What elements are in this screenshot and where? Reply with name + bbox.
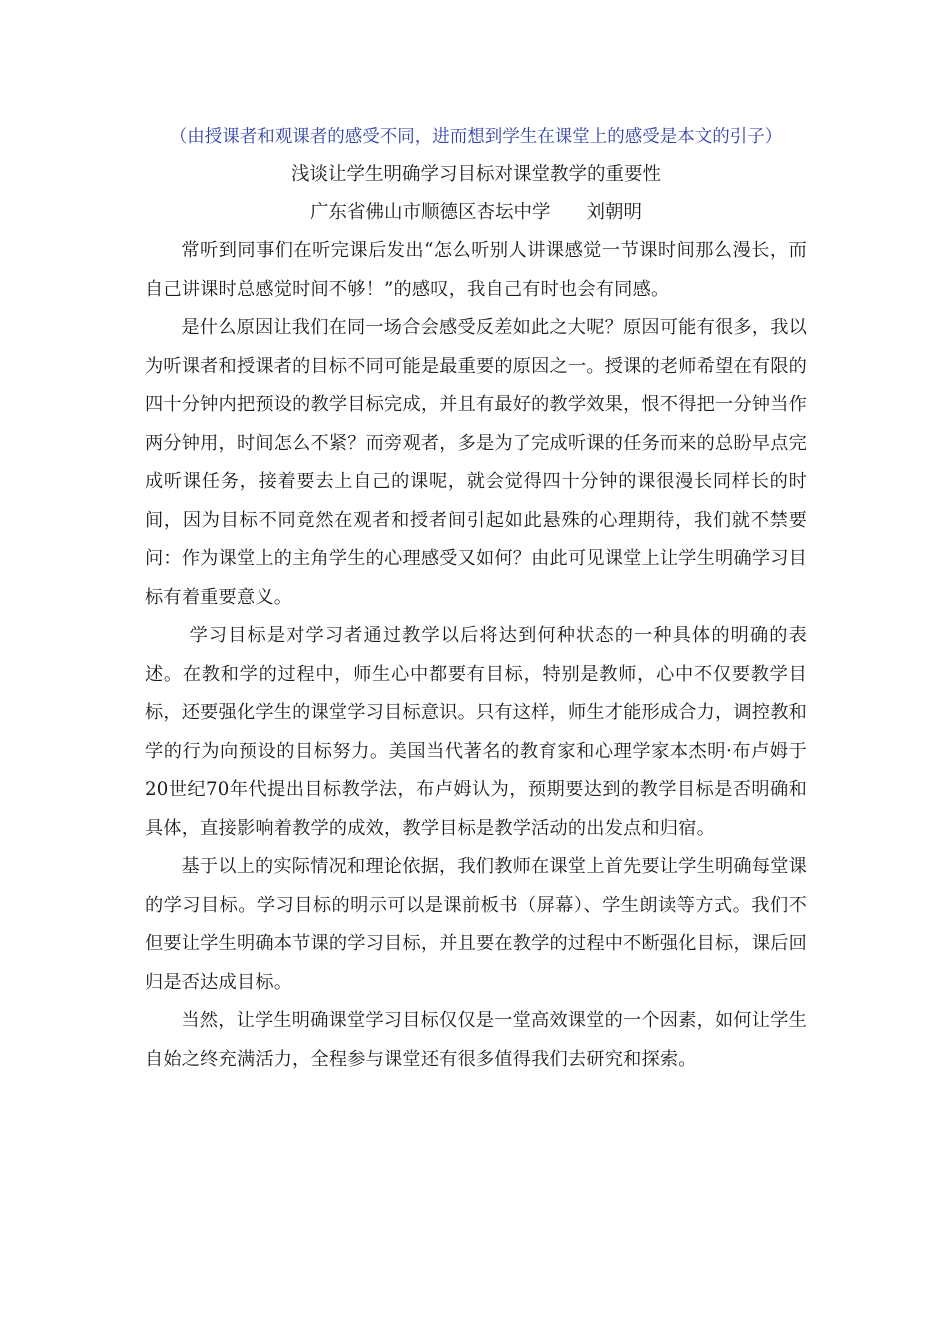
author-name: 刘朝明 xyxy=(586,202,643,223)
article-title: 浅谈让学生明确学习目标对课堂教学的重要性 xyxy=(290,164,661,185)
document-page xyxy=(145,118,807,1079)
body-paragraph: 学习目标是对学习者通过教学以后将达到何种状态的一种具体的明确的表述。在教和学的过程中，师生心中都要有目标，特别是教师，心中不仅要教学目标，还要强化学生的课堂学习目标意识。只有这样，师生才能形成合力，调控教和学的行为向预设的目标努力。美国当代著名的教育家和心理学家本杰明·布卢姆于20世纪70年代提出目标教学法，布卢姆认为，预期要达到的教学目标是否明确和具体，直接影响着教学的成效，教学目标是教学活动的出发点和归宿。 xyxy=(145,625,807,839)
body-paragraph: 基于以上的实际情况和理论依据，我们教师在课堂上首先要让学生明确每堂课的学习目标。学习目标的明示可以是课前板书（屏幕）、学生朗读等方式。我们不但要让学生明确本节课的学习目标，并且要在教学的过程中不断强化目标，课后回归是否达成目标。 xyxy=(145,856,807,993)
author-byline xyxy=(145,194,807,232)
author-organization: 广东省佛山市顺德区杏坛中学 xyxy=(309,202,551,223)
intro-note: （由授课者和观课者的感受不同，进而想到学生在课堂上的感受是本文的引子） xyxy=(169,127,783,147)
body-paragraph: 是什么原因让我们在同一场合会感受反差如此之大呢？原因可能有很多，我以为听课者和授课者的目标不同可能是最重要的原因之一。授课的老师希望在有限的四十分钟内把预设的教学目标完成，并且有最好的教学效果，恨不得把一分钟当作两分钟用，时间怎么不紧？而旁观者，多是为了完成听课的任务而来的总盼早点完成听课任务，接着要去上自己的课呢，就会觉得四十分钟的课很漫长同样长的时间，因为目标不同竟然在观者和授者间引起如此悬殊的心理期待，我们就不禁要问：作为课堂上的主角学生的心理感受又如何？由此可见课堂上让学生明确学习目标有着重要意义。 xyxy=(145,317,807,608)
body-paragraph: 当然，让学生明确课堂学习目标仅仅是一堂高效课堂的一个因素，如何让学生自始之终充满活力，全程参与课堂还有很多值得我们去研究和探索。 xyxy=(145,1010,807,1070)
body-paragraph: 常听到同事们在听完课后发出“怎么听别人讲课感觉一节课时间那么漫长，而自己讲课时总感觉时间不够！”的感叹，我自己有时也会有同感。 xyxy=(145,240,807,300)
